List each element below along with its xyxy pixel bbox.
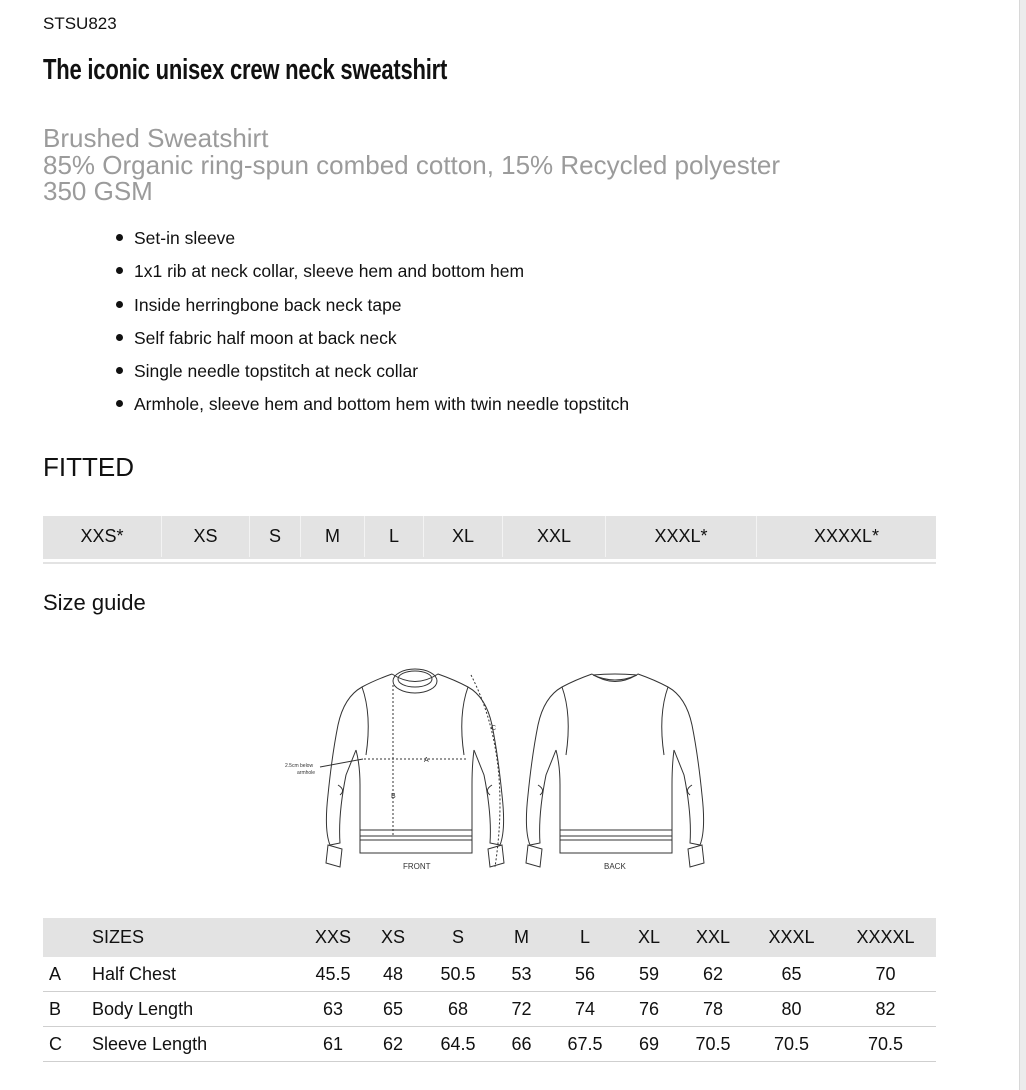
product-title: The iconic unisex crew neck sweatshirt: [43, 54, 448, 86]
available-sizes-bar: [43, 516, 936, 559]
front-view-drawing: [320, 669, 504, 867]
table-row: [43, 957, 936, 992]
header-cell: XXXL: [748, 918, 835, 957]
table-cell: 65: [363, 992, 423, 1027]
header-cell: XXL: [678, 918, 748, 957]
table-cell: 50.5: [423, 957, 493, 992]
header-cell: XXXXL: [835, 918, 936, 957]
table-cell: 69: [620, 1027, 678, 1062]
header-cell: SIZES: [92, 918, 303, 957]
table-cell: 59: [620, 957, 678, 992]
feature-item: Set-in sleeve: [116, 228, 629, 261]
armhole-note: armhole: [297, 770, 316, 776]
size-cell: XL: [424, 516, 503, 557]
size-cell: XXL: [503, 516, 606, 557]
table-cell: 53: [493, 957, 550, 992]
divider: [43, 562, 936, 564]
table-cell: 78: [678, 992, 748, 1027]
row-label: Sleeve Length: [92, 1027, 303, 1062]
table-cell: 65: [748, 957, 835, 992]
header-cell: M: [493, 918, 550, 957]
size-cell: L: [365, 516, 424, 557]
table-cell: 66: [493, 1027, 550, 1062]
header-cell: XL: [620, 918, 678, 957]
size-cell: XXXL*: [606, 516, 757, 557]
feature-item: 1x1 rib at neck collar, sleeve hem and bottom hem: [116, 261, 629, 294]
table-cell: 64.5: [423, 1027, 493, 1062]
label-c: C: [491, 725, 497, 732]
size-cell: S: [250, 516, 301, 557]
label-a: A: [424, 757, 429, 764]
fabric-weight: 350 GSM: [43, 176, 153, 206]
fabric-composition: 85% Organic ring-spun combed cotton, 15% Recycled polyester: [43, 149, 781, 180]
table-row: [43, 992, 936, 1027]
table-cell: 48: [363, 957, 423, 992]
row-label: Body Length: [92, 992, 303, 1027]
header-cell: S: [423, 918, 493, 957]
fabric-info: [43, 125, 780, 205]
header-cell: XS: [363, 918, 423, 957]
table-cell: 70.5: [748, 1027, 835, 1062]
feature-item: Armhole, sleeve hem and bottom hem with twin needle topstitch: [116, 394, 629, 427]
sweatshirt-technical-drawing: [280, 655, 710, 880]
size-measurement-table: [43, 918, 936, 1062]
table-cell: 68: [423, 992, 493, 1027]
header-cell: [43, 918, 92, 957]
table-cell: 45.5: [303, 957, 363, 992]
feature-item: Inside herringbone back neck tape: [116, 295, 629, 328]
label-b: B: [391, 793, 396, 800]
size-cell: M: [301, 516, 365, 557]
table-cell: 62: [678, 957, 748, 992]
fabric-name: Brushed Sweatshirt: [43, 123, 269, 153]
size-cell: XS: [162, 516, 250, 557]
row-key: C: [43, 1027, 92, 1062]
table-cell: 82: [835, 992, 936, 1027]
size-cell: XXS*: [43, 516, 162, 557]
header-cell: L: [550, 918, 620, 957]
feature-item: Single needle topstitch at neck collar: [116, 361, 629, 394]
table-cell: 62: [363, 1027, 423, 1062]
table-header-row: [43, 918, 936, 957]
table-cell: 56: [550, 957, 620, 992]
table-cell: 67.5: [550, 1027, 620, 1062]
page-edge: [1019, 0, 1026, 1090]
back-label: BACK: [604, 862, 626, 871]
feature-list: [116, 228, 629, 428]
feature-item: Self fabric half moon at back neck: [116, 328, 629, 361]
size-cell: XXXXL*: [813, 526, 880, 546]
table-cell: 70.5: [678, 1027, 748, 1062]
table-row: [43, 1027, 936, 1062]
front-label: FRONT: [403, 862, 431, 871]
table-cell: 76: [620, 992, 678, 1027]
table-cell: 70.5: [835, 1027, 936, 1062]
table-cell: 61: [303, 1027, 363, 1062]
header-cell: XXS: [303, 918, 363, 957]
fit-heading: FITTED: [43, 452, 134, 482]
row-key: A: [43, 957, 92, 992]
product-sku: STSU823: [43, 14, 117, 33]
row-key: B: [43, 992, 92, 1027]
size-guide-heading: Size guide: [43, 590, 146, 615]
row-label: Half Chest: [92, 957, 303, 992]
table-cell: 70: [835, 957, 936, 992]
table-cell: 74: [550, 992, 620, 1027]
table-cell: 72: [493, 992, 550, 1027]
armhole-note: 2.5cm below: [285, 763, 314, 769]
table-cell: 63: [303, 992, 363, 1027]
table-cell: 80: [748, 992, 835, 1027]
back-view-drawing: [526, 674, 704, 867]
